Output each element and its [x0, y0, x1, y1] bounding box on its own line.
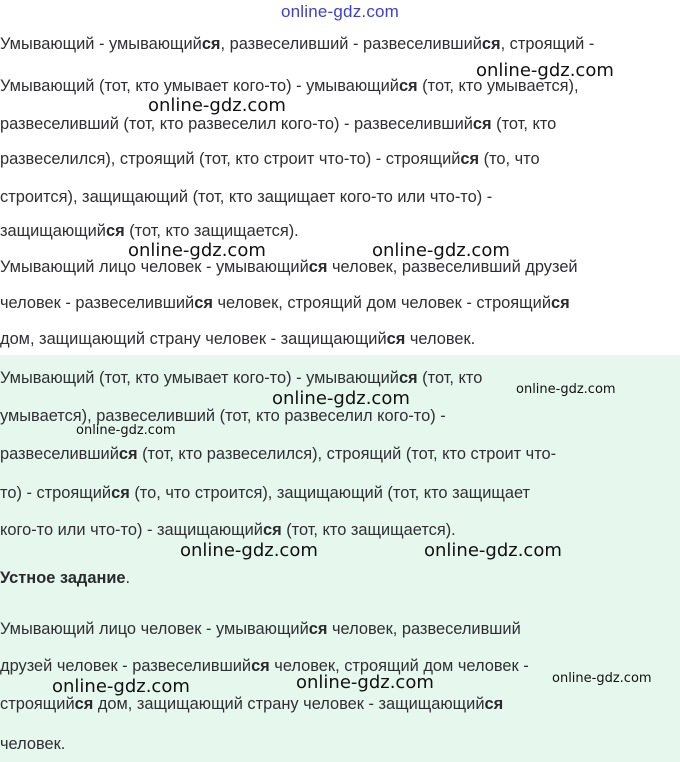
- bold-suffix: ся: [481, 35, 501, 53]
- bold-suffix: ся: [74, 695, 94, 713]
- text-line: [0, 656, 529, 676]
- text-line: [0, 293, 570, 313]
- text-line: [0, 368, 482, 388]
- text-segment: Умывающий (тот, кто умывает кого-то) - умывающий: [0, 77, 399, 95]
- watermark: online-gdz.com: [424, 540, 562, 561]
- bold-suffix: ся: [308, 258, 328, 276]
- bold-suffix: ся: [398, 369, 418, 387]
- bold-suffix: ся: [251, 657, 270, 675]
- text-segment: человек, развеселивший друзей: [327, 258, 578, 276]
- text-segment: человек.: [405, 330, 476, 348]
- text-segment: (тот, кто защищается).: [124, 222, 299, 240]
- text-segment: человек - развеселивший: [0, 294, 195, 312]
- text-segment: друзей человек - развеселивший: [0, 657, 252, 675]
- text-line: [0, 734, 65, 754]
- text-segment: строящий: [0, 695, 75, 713]
- bold-suffix: ся: [105, 222, 125, 240]
- text-segment: (то, что строится), защищающий (тот, кто защищает: [129, 484, 531, 502]
- text-segment: (то, что: [479, 150, 540, 168]
- text-segment: (тот, кто защищается).: [281, 521, 456, 539]
- text-line: [0, 568, 130, 588]
- text-segment: развеселивший: [0, 445, 119, 463]
- bold-suffix: ся: [308, 620, 328, 638]
- watermark: online-gdz.com: [516, 382, 616, 397]
- bold-suffix: ся: [201, 35, 221, 53]
- bold-suffix: ся: [472, 115, 492, 133]
- watermark: online-gdz.com: [296, 672, 434, 693]
- text-segment: строится), защищающий (тот, кто защищает кого-то или что-то) -: [0, 188, 493, 206]
- bold-suffix: ся: [194, 294, 213, 312]
- text-line: [0, 694, 503, 714]
- text-line: [0, 444, 556, 464]
- text-line: [0, 187, 492, 207]
- watermark: online-gdz.com: [148, 95, 286, 116]
- watermark: online-gdz.com: [552, 671, 652, 686]
- text-segment: развеселился), строящий (тот, кто строит что-то) - строящий: [0, 150, 461, 168]
- bold-suffix: ся: [118, 445, 138, 463]
- text-line: [0, 34, 594, 54]
- text-segment: , развеселивший - развеселивший: [220, 35, 482, 53]
- bold-suffix: ся: [484, 695, 504, 713]
- bold-suffix: ся: [550, 294, 570, 312]
- text-segment: Умывающий лицо человек - умывающий: [0, 258, 309, 276]
- text-segment: человек, строящий дом человек - строящий: [212, 294, 551, 312]
- text-segment: кого-то или что-то) - защищающий: [0, 521, 263, 539]
- text-segment: Умывающий - умывающий: [0, 35, 202, 53]
- text-segment: , строящий -: [500, 35, 595, 53]
- text-segment: человек.: [0, 735, 66, 753]
- text-segment: дом, защищающий страну человек - защищающий: [93, 695, 485, 713]
- watermark: online-gdz.com: [476, 60, 614, 81]
- text-segment: (тот, кто: [417, 369, 483, 387]
- text-segment: защищающий: [0, 222, 106, 240]
- text-segment: (тот, кто умывается),: [417, 77, 579, 95]
- bold-suffix: ся: [262, 521, 282, 539]
- watermark: online-gdz.com: [272, 388, 410, 409]
- watermark: online-gdz.com: [128, 240, 266, 261]
- bold-suffix: ся: [386, 330, 406, 348]
- text-line: [0, 329, 475, 349]
- watermark: online-gdz.com: [76, 423, 176, 438]
- text-segment: .: [125, 569, 131, 587]
- text-line: [0, 406, 446, 426]
- bold-suffix: ся: [111, 484, 130, 502]
- text-line: [0, 483, 530, 503]
- header-watermark: online-gdz.com: [280, 2, 400, 21]
- watermark: online-gdz.com: [372, 240, 510, 261]
- text-line: [0, 619, 521, 639]
- watermark: online-gdz.com: [180, 540, 318, 561]
- text-segment: (тот, кто развеселился), строящий (тот, кто строит что-: [137, 445, 557, 463]
- text-segment: Умывающий (тот, кто умывает кого-то) - умывающий: [0, 369, 399, 387]
- text-segment: развеселивший (тот, кто развеселил кого-то) - развеселивший: [0, 115, 473, 133]
- text-line: [0, 149, 540, 169]
- bold-suffix: Устное задание: [0, 569, 126, 587]
- text-line: [0, 221, 299, 241]
- text-segment: дом, защищающий страну человек - защищающий: [0, 330, 387, 348]
- text-segment: (тот, кто: [491, 115, 557, 133]
- text-line: [0, 114, 556, 134]
- bold-suffix: ся: [398, 77, 418, 95]
- text-segment: человек, строящий дом человек -: [269, 657, 529, 675]
- text-segment: умывается), развеселивший (тот, кто развеселил кого-то) -: [0, 407, 446, 425]
- text-segment: человек, развеселивший: [327, 620, 521, 638]
- bold-suffix: ся: [460, 150, 480, 168]
- text-line: [0, 520, 456, 540]
- watermark: online-gdz.com: [52, 676, 190, 697]
- text-segment: то) - строящий: [0, 484, 112, 502]
- text-segment: Умывающий лицо человек - умывающий: [0, 620, 309, 638]
